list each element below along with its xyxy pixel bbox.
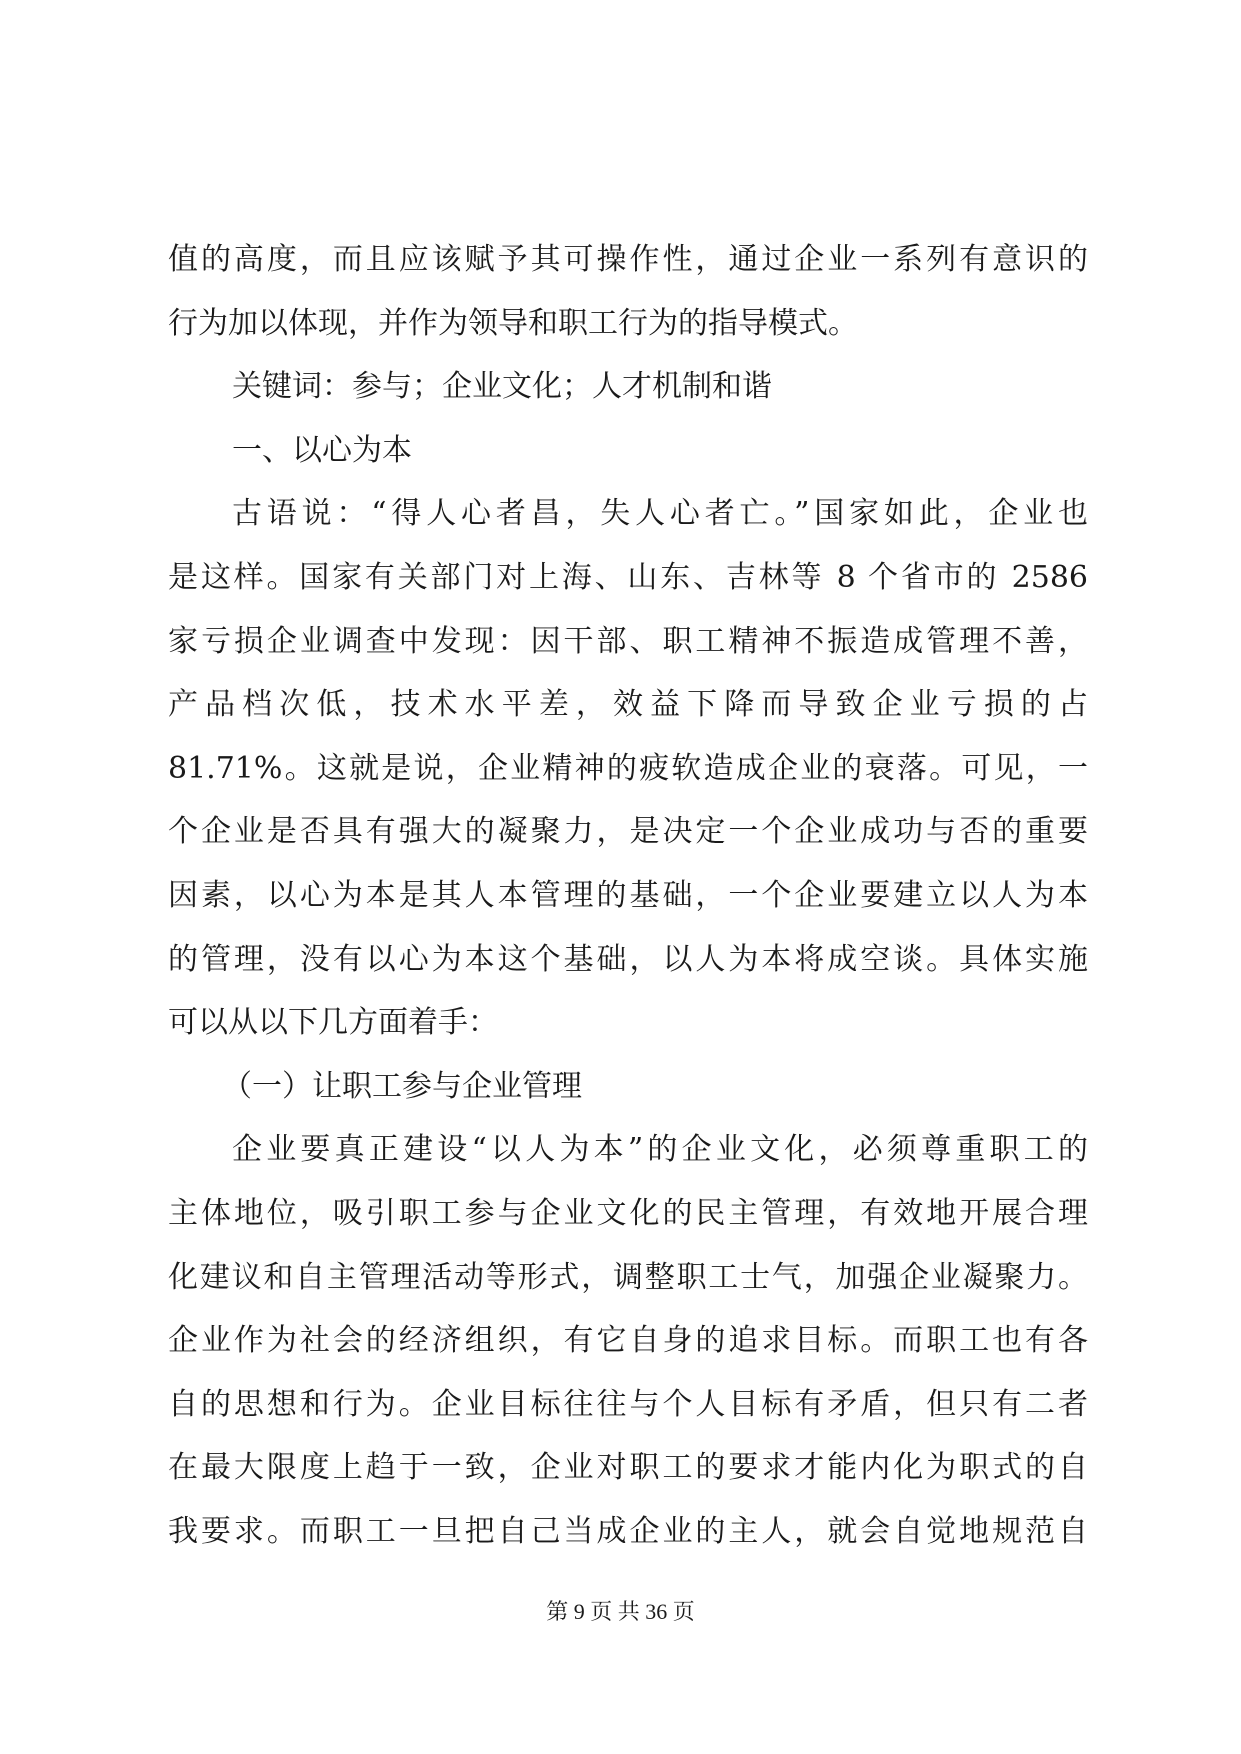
text-line: 行为加以体现，并作为领导和职工行为的指导模式。: [168, 305, 858, 341]
text-line: 家亏损企业调查中发现：因干部、职工精神不振造成管理不善，: [168, 623, 1088, 659]
body-text: [168, 228, 1088, 1563]
text-line: 是这样。国家有关部门对上海、山东、吉林等 8 个省市的 2586: [168, 559, 1088, 595]
text-line: 一、以心为本: [232, 432, 412, 468]
text-line: （一）让职工参与企业管理: [222, 1068, 582, 1104]
text-line: 我要求。而职工一旦把自己当成企业的主人，就会自觉地规范自: [168, 1513, 1088, 1549]
text-line: 企业要真正建设“以人为本”的企业文化，必须尊重职工的: [232, 1132, 1088, 1168]
text-line: 产品档次低，技术水平差，效益下降而导致企业亏损的占: [168, 687, 1088, 723]
text-line: 在最大限度上趋于一致，企业对职工的要求才能内化为职式的自: [168, 1450, 1088, 1486]
text-line: 古语说：“得人心者昌，失人心者亡。”国家如此，企业也: [232, 496, 1088, 532]
text-line: 自的思想和行为。企业目标往往与个人目标有矛盾，但只有二者: [168, 1386, 1088, 1422]
text-line: 化建议和自主管理活动等形式，调整职工士气，加强企业凝聚力。: [168, 1259, 1088, 1295]
text-line: 的管理，没有以心为本这个基础，以人为本将成空谈。具体实施: [168, 941, 1088, 977]
text-line: 关键词：参与；企业文化；人才机制和谐: [232, 369, 772, 405]
text-line: 主体地位，吸引职工参与企业文化的民主管理，有效地开展合理: [168, 1195, 1088, 1231]
text-line: 个企业是否具有强大的凝聚力，是决定一个企业成功与否的重要: [168, 814, 1088, 850]
text-line: 可以从以下几方面着手：: [168, 1005, 498, 1041]
text-line: 因素，以心为本是其人本管理的基础，一个企业要建立以人为本: [168, 877, 1088, 913]
text-line: 81.71%。这就是说，企业精神的疲软造成企业的衰落。可见，一: [168, 750, 1088, 786]
text-line: 值的高度，而且应该赋予其可操作性，通过企业一系列有意识的: [168, 242, 1088, 277]
text-line: 企业作为社会的经济组织，有它自身的追求目标。而职工也有各: [168, 1323, 1088, 1359]
page-number-footer: 第 9 页 共 36 页: [546, 1599, 695, 1624]
